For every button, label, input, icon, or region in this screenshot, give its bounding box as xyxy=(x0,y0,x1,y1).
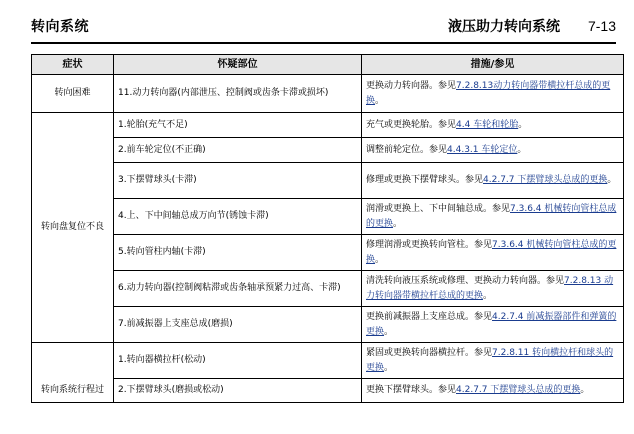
fix-cell xyxy=(362,75,624,113)
fix-end: 。 xyxy=(580,385,590,395)
fix-end: 。 xyxy=(384,362,394,373)
header-divider xyxy=(31,42,616,44)
fix-cell xyxy=(362,235,624,271)
section-title: 转向系统 xyxy=(31,19,89,35)
chapter-header xyxy=(448,16,616,36)
page-number: 7-13 xyxy=(587,18,616,34)
table-row xyxy=(32,235,624,271)
symptom-cell: 转向盘复位不良 xyxy=(32,113,114,343)
chapter-title: 液压助力转向系统 xyxy=(447,19,560,35)
diagnosis-table xyxy=(31,54,624,403)
table-row xyxy=(32,163,624,199)
fix-text: 更换动力转向器。参见 xyxy=(366,80,457,91)
table-row xyxy=(32,75,624,113)
reference-link[interactable]: 7.2.8.13 动力转向器带横拉杆总成的更换 xyxy=(366,275,614,301)
fix-text: 清洗转向液压系统或修理、更换动力转向器。参见 xyxy=(366,275,565,286)
fix-text: 修理或更换下摆臂球头。参见 xyxy=(366,175,484,185)
fix-text: 调整前轮定位。参见 xyxy=(366,144,448,155)
fix-text: 更换前减振器上支座总成。参见 xyxy=(366,311,493,322)
fix-cell xyxy=(362,163,624,199)
table-row xyxy=(32,199,624,235)
reference-link[interactable]: 7.3.6.4 机械转向管柱总成的更换 xyxy=(366,203,617,229)
cause-cell: 4.上、下中间轴总成万向节(锈蚀卡滞) xyxy=(114,199,362,235)
table-row xyxy=(32,343,624,379)
table-header-row xyxy=(32,55,624,75)
fix-text: 润滑或更换上、下中间轴总成。参见 xyxy=(366,203,511,214)
table-row xyxy=(32,113,624,138)
table-row xyxy=(32,307,624,343)
reference-link[interactable]: 4.4 车轮和轮胎 xyxy=(456,119,519,130)
fix-cell xyxy=(362,379,624,403)
table-row xyxy=(32,379,624,403)
table-row xyxy=(32,138,624,163)
reference-link[interactable]: 7.2.8.13动力转向器带横拉杆总成的更换 xyxy=(366,80,611,106)
fix-text: 紧固或更换转向器横拉杆。参见 xyxy=(366,347,493,358)
reference-link[interactable]: 4.2.7.4 前减振器部件和弹簧的更换 xyxy=(366,311,617,337)
column-header-cause: 怀疑部位 xyxy=(114,55,362,75)
fix-end: 。 xyxy=(483,290,493,301)
column-header-fix: 措施/参见 xyxy=(362,55,624,75)
fix-text: 充气或更换轮胎。参见 xyxy=(366,119,457,130)
cause-cell: 3.下摆臂球头(卡滞) xyxy=(114,163,362,199)
cause-cell: 1.轮胎(充气不足) xyxy=(114,113,362,138)
reference-link[interactable]: 4.4.3.1 车轮定位 xyxy=(447,144,518,155)
fix-text: 修理润滑或更换转向管柱。参见 xyxy=(366,239,493,250)
cause-cell: 6.动力转向器(控制阀粘滞或齿条轴承预紧力过高、卡滞) xyxy=(114,271,362,307)
reference-link[interactable]: 4.2.7.7 下摆臂球头总成的更换 xyxy=(483,175,608,185)
fix-end: 。 xyxy=(518,119,528,130)
fix-cell xyxy=(362,199,624,235)
column-header-symptom: 症状 xyxy=(32,55,114,75)
cause-cell: 5.转向管柱内轴(卡滞) xyxy=(114,235,362,271)
fix-cell xyxy=(362,113,624,138)
reference-link[interactable]: 4.2.7.7 下摆臂球头总成的更换 xyxy=(456,385,581,395)
table-row xyxy=(32,271,624,307)
fix-cell xyxy=(362,343,624,379)
fix-end: 。 xyxy=(607,175,617,185)
reference-link[interactable]: 7.2.8.11 转向横拉杆和球头的更换 xyxy=(366,347,614,373)
fix-end: 。 xyxy=(375,254,385,265)
fix-end: 。 xyxy=(375,95,385,106)
symptom-cell: 转向困难 xyxy=(32,75,114,113)
cause-cell: 2.前车轮定位(不正确) xyxy=(114,138,362,163)
cause-cell: 2.下摆臂球头(磨损或松动) xyxy=(114,379,362,403)
fix-text: 更换下摆臂球头。参见 xyxy=(366,385,457,395)
cause-cell: 1.转向器横拉杆(松动) xyxy=(114,343,362,379)
symptom-cell: 转向系统行程过 xyxy=(32,343,114,403)
cause-cell: 7.前减振器上支座总成(磨损) xyxy=(114,307,362,343)
reference-link[interactable]: 7.3.6.4 机械转向管柱总成的更换 xyxy=(366,239,617,265)
fix-end: 。 xyxy=(517,144,527,155)
cause-cell: 11.动力转向器(内部泄压、控制阀或齿条卡滞或损坏) xyxy=(114,75,362,113)
fix-cell xyxy=(362,138,624,163)
fix-end: 。 xyxy=(393,218,403,229)
fix-cell xyxy=(362,271,624,307)
fix-cell xyxy=(362,307,624,343)
fix-end: 。 xyxy=(384,326,394,337)
